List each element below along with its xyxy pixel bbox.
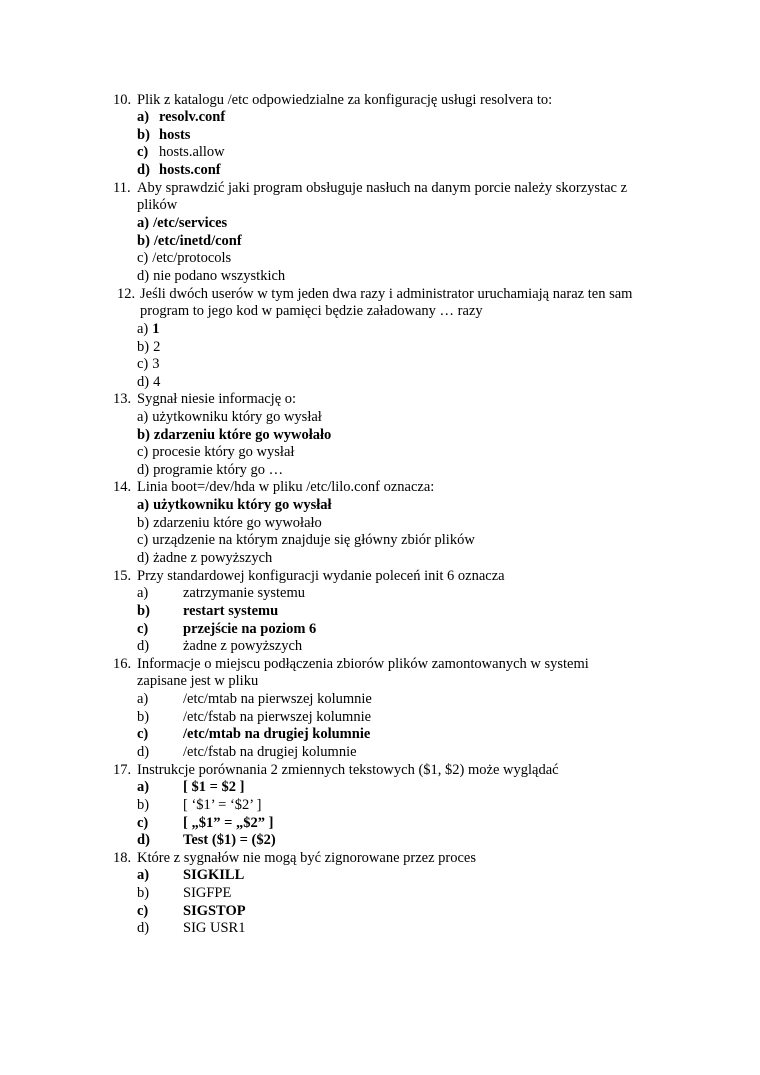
option-text: SIGSTOP bbox=[183, 903, 246, 919]
option-text: 4 bbox=[153, 374, 161, 390]
option-label: c) bbox=[137, 532, 149, 548]
option-text: SIGFPE bbox=[183, 885, 232, 901]
question-number: 17. bbox=[113, 762, 132, 778]
option-label: b) bbox=[137, 797, 150, 813]
question-text: Sygnał niesie informację o: bbox=[137, 391, 297, 407]
option-text: użytkowniku który go wysłał bbox=[153, 497, 332, 513]
answer-option bbox=[137, 726, 370, 743]
option-label: c) bbox=[137, 356, 149, 372]
option-label: d) bbox=[137, 744, 150, 760]
option-text: /etc/fstab na drugiej kolumnie bbox=[183, 744, 357, 760]
answer-option bbox=[137, 550, 272, 567]
option-text: [ ‘$1’ = ‘$2’ ] bbox=[183, 797, 262, 813]
answer-option bbox=[137, 497, 332, 514]
option-text: /etc/mtab na pierwszej kolumnie bbox=[183, 691, 372, 707]
option-text: nie podano wszystkich bbox=[153, 268, 286, 284]
option-label: c) bbox=[137, 444, 149, 460]
question-text: zapisane jest w pliku bbox=[137, 673, 259, 689]
question-text: program to jego kod w pamięci będzie załadowany … razy bbox=[140, 303, 483, 319]
option-text: zdarzeniu które go wywołało bbox=[153, 427, 332, 443]
option-label: a) bbox=[137, 779, 150, 795]
answer-option bbox=[137, 691, 372, 708]
question-text: Które z sygnałów nie mogą być zignorowane przez proces bbox=[137, 850, 477, 866]
answer-option bbox=[137, 109, 225, 126]
option-label: b) bbox=[137, 709, 150, 725]
option-label: d) bbox=[137, 162, 150, 178]
question-number: 14. bbox=[113, 479, 132, 495]
option-label: a) bbox=[137, 409, 149, 425]
option-text: SIGKILL bbox=[183, 867, 245, 883]
option-text: żadne z powyższych bbox=[153, 550, 273, 566]
answer-option bbox=[137, 250, 231, 267]
question-text: Przy standardowej konfiguracji wydanie poleceń init 6 oznacza bbox=[137, 568, 505, 584]
option-label: d) bbox=[137, 638, 150, 654]
answer-option bbox=[137, 444, 294, 461]
option-text: hosts.conf bbox=[159, 162, 221, 178]
option-label: a) bbox=[137, 585, 149, 601]
question-number: 12. bbox=[117, 286, 136, 302]
question-number: 13. bbox=[113, 391, 132, 407]
question-number: 15. bbox=[113, 568, 132, 584]
answer-option bbox=[137, 144, 225, 161]
option-label: d) bbox=[137, 920, 150, 936]
option-text: /etc/inetd/conf bbox=[153, 233, 242, 249]
option-label: d) bbox=[137, 550, 150, 566]
option-text: [ $1 = $2 ] bbox=[183, 779, 245, 795]
option-text: /etc/services bbox=[153, 215, 228, 231]
option-text: żadne z powyższych bbox=[183, 638, 303, 654]
answer-option bbox=[137, 321, 160, 338]
option-text: [ „$1” = „$2” ] bbox=[183, 815, 274, 831]
answer-option bbox=[137, 903, 246, 920]
answer-option bbox=[137, 339, 160, 356]
option-text: /etc/fstab na pierwszej kolumnie bbox=[183, 709, 372, 725]
answer-option bbox=[137, 233, 242, 250]
answer-option bbox=[137, 162, 221, 179]
option-text: 3 bbox=[152, 356, 160, 372]
option-text: użytkowniku który go wysłał bbox=[152, 409, 322, 425]
question-text: Jeśli dwóch userów w tym jeden dwa razy i administrator uruchamiają naraz ten sam bbox=[140, 286, 633, 302]
answer-option bbox=[137, 127, 190, 144]
answer-option bbox=[137, 621, 316, 638]
answer-option bbox=[137, 709, 371, 726]
option-label: c) bbox=[137, 726, 149, 742]
answer-option bbox=[137, 532, 475, 549]
question-number: 11. bbox=[113, 180, 131, 196]
option-text: /etc/mtab na drugiej kolumnie bbox=[183, 726, 371, 742]
option-text: zdarzeniu które go wywołało bbox=[153, 515, 322, 531]
option-label: a) bbox=[137, 109, 150, 125]
answer-option bbox=[137, 638, 302, 655]
option-label: b) bbox=[137, 339, 150, 355]
question-text: Informacje o miejscu podłączenia zbiorów plików zamontowanych w systemi bbox=[137, 656, 589, 672]
option-label: c) bbox=[137, 144, 149, 160]
answer-option bbox=[137, 462, 283, 479]
option-text: resolv.conf bbox=[159, 109, 226, 125]
option-label: a) bbox=[137, 867, 150, 883]
option-label: a) bbox=[137, 215, 150, 231]
option-label: c) bbox=[137, 903, 149, 919]
option-label: b) bbox=[137, 515, 150, 531]
answer-option bbox=[137, 885, 231, 902]
option-text: 1 bbox=[152, 321, 160, 337]
option-text: /etc/protocols bbox=[152, 250, 232, 266]
option-text: 2 bbox=[153, 339, 161, 355]
option-label: c) bbox=[137, 621, 149, 637]
option-text: procesie który go wysłał bbox=[152, 444, 295, 460]
option-label: d) bbox=[137, 268, 150, 284]
option-text: przejście na poziom 6 bbox=[183, 621, 317, 637]
answer-option bbox=[137, 215, 227, 232]
option-label: c) bbox=[137, 250, 149, 266]
option-label: b) bbox=[137, 885, 150, 901]
option-label: a) bbox=[137, 321, 149, 337]
answer-option bbox=[137, 744, 357, 761]
answer-option bbox=[137, 832, 276, 849]
option-text: restart systemu bbox=[183, 603, 279, 619]
question-text: Plik z katalogu /etc odpowiedzialne za konfigurację usługi resolvera to: bbox=[137, 92, 553, 108]
option-label: b) bbox=[137, 127, 150, 143]
option-text: hosts.allow bbox=[159, 144, 225, 160]
answer-option bbox=[137, 515, 322, 532]
option-label: d) bbox=[137, 462, 150, 478]
option-text: zatrzymanie systemu bbox=[183, 585, 305, 601]
answer-option bbox=[137, 867, 244, 884]
question-text: plików bbox=[137, 197, 178, 213]
option-label: b) bbox=[137, 427, 150, 443]
answer-option bbox=[137, 374, 160, 391]
question-text: Instrukcje porównania 2 zmiennych tekstowych ($1, $2) może wyglądać bbox=[137, 762, 559, 778]
answer-option bbox=[137, 585, 305, 602]
answer-option bbox=[137, 268, 285, 285]
option-label: a) bbox=[137, 497, 150, 513]
option-text: urządzenie na którym znajduje się główny zbiór plików bbox=[152, 532, 475, 548]
question-number: 10. bbox=[113, 92, 132, 108]
answer-option bbox=[137, 779, 244, 796]
answer-option bbox=[137, 427, 331, 444]
option-text: hosts bbox=[159, 127, 191, 143]
question-text: Aby sprawdzić jaki program obsługuje nasłuch na danym porcie należy skorzystac z bbox=[137, 180, 628, 196]
option-text: programie który go … bbox=[153, 462, 284, 478]
answer-option bbox=[137, 356, 160, 373]
answer-option bbox=[137, 409, 322, 426]
question-number: 16. bbox=[113, 656, 132, 672]
option-label: d) bbox=[137, 832, 150, 848]
option-label: b) bbox=[137, 233, 150, 249]
option-text: SIG USR1 bbox=[183, 920, 246, 936]
answer-option bbox=[137, 920, 245, 937]
question-number: 18. bbox=[113, 850, 132, 866]
answer-option bbox=[137, 815, 273, 832]
answer-option bbox=[137, 797, 262, 814]
option-label: a) bbox=[137, 691, 149, 707]
option-label: b) bbox=[137, 603, 150, 619]
question-text: Linia boot=/dev/hda w pliku /etc/lilo.conf oznacza: bbox=[137, 479, 435, 495]
option-label: d) bbox=[137, 374, 150, 390]
option-label: c) bbox=[137, 815, 149, 831]
option-text: Test ($1) = ($2) bbox=[183, 832, 276, 848]
answer-option bbox=[137, 603, 278, 620]
